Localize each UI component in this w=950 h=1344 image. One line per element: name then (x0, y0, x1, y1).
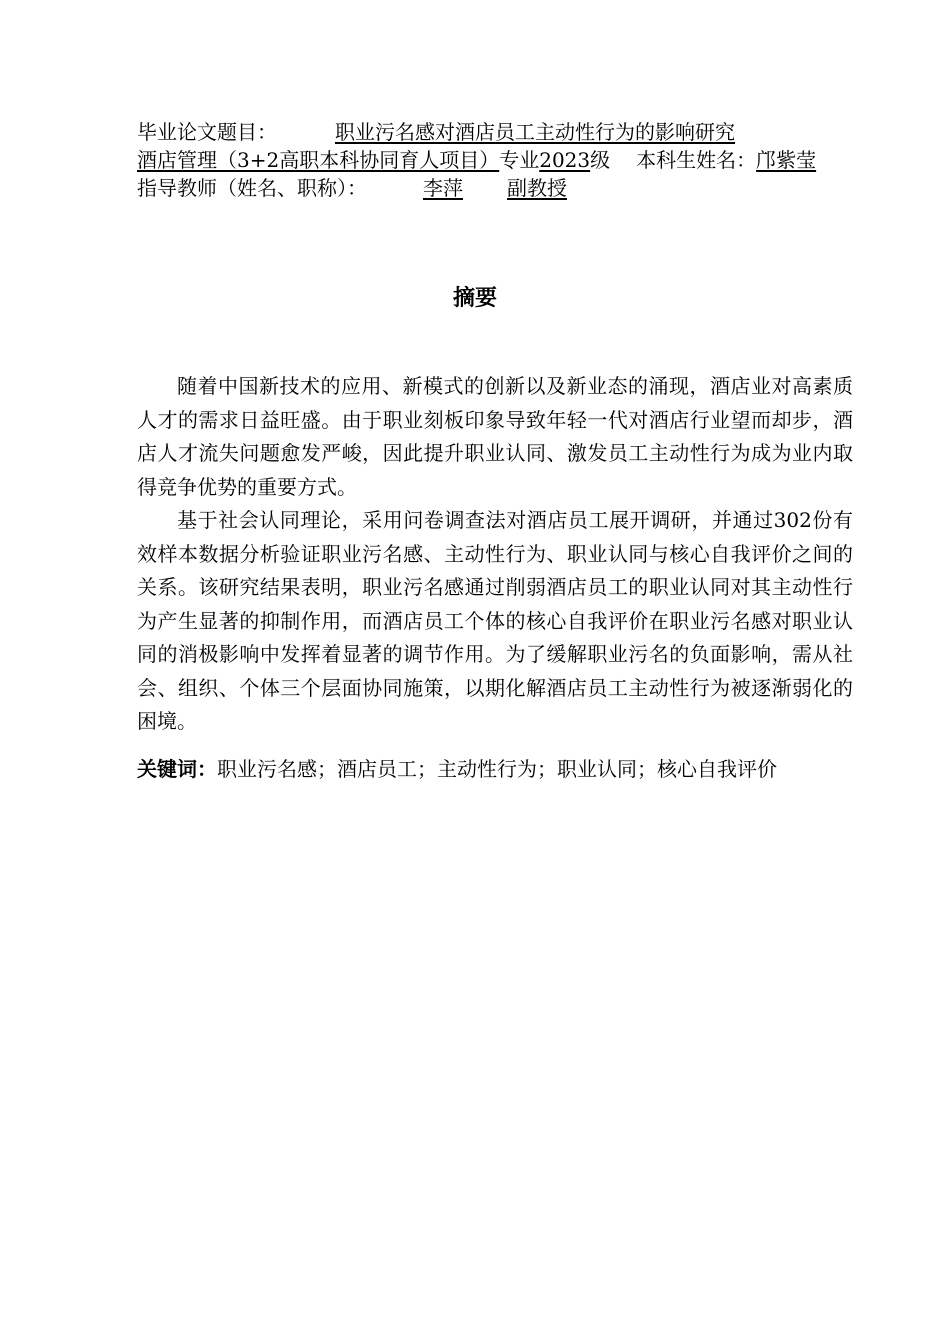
abstract-heading: 摘要 (452, 286, 497, 311)
grade-label: 级 (590, 148, 611, 172)
abstract-paragraph: 随着中国新技术的应用、新模式的创新以及新业态的涌现，酒店业对高素质人才的需求日益旺盛。由于职业刻板印象导致年轻一代对酒店行业望而却步，酒店人才流失问题愈发严峻，因此提升职业认同、激发员工主动性行为成为业内取得竞争优势的重要方式。 (137, 374, 853, 499)
abstract-paragraph: 基于社会认同理论，采用问卷调查法对酒店员工展开调研，并通过302份有效样本数据分析验证职业污名感、主动性行为、职业认同与核心自我评价之间的关系。该研究结果表明，职业污名感通过削弱酒店员工的职业认同对其主动性行为产生显著的抑制作用，而酒店员工个体的核心自我评价在职业污名感对职业认同的消极影响中发挥着显著的调节作用。为了缓解职业污名的负面影响，需从社会、组织、个体三个层面协同施策，以期化解酒店员工主动性行为被逐渐弱化的困境。 (137, 508, 853, 733)
major-value: 酒店管理（3+2高职本科协同育人项目） (137, 148, 500, 172)
student-name-value: 邝紫莹 (756, 148, 817, 172)
abstract-body (137, 370, 853, 739)
advisor-title: 副教授 (507, 176, 567, 200)
thesis-title-label: 毕业论文题目： (137, 120, 277, 144)
student-info-line (137, 146, 853, 174)
grade-value: 2023 (539, 148, 591, 172)
advisor-label: 指导教师（姓名、职称）： (137, 176, 367, 200)
advisor-line (137, 174, 853, 202)
keywords-label: 关键词： (137, 757, 217, 781)
thesis-title-value: 职业污名感对酒店员工主动性行为的影响研究 (335, 120, 735, 144)
thesis-title-line (137, 118, 853, 146)
advisor-name: 李萍 (423, 176, 463, 200)
thesis-info (137, 118, 853, 202)
major-label: 专业 (499, 148, 540, 172)
keywords (137, 752, 853, 786)
advisor-value (367, 176, 567, 200)
student-name-label: 本科生姓名： (636, 148, 757, 172)
keywords-text: 职业污名感；酒店员工；主动性行为；职业认同；核心自我评价 (217, 757, 777, 781)
